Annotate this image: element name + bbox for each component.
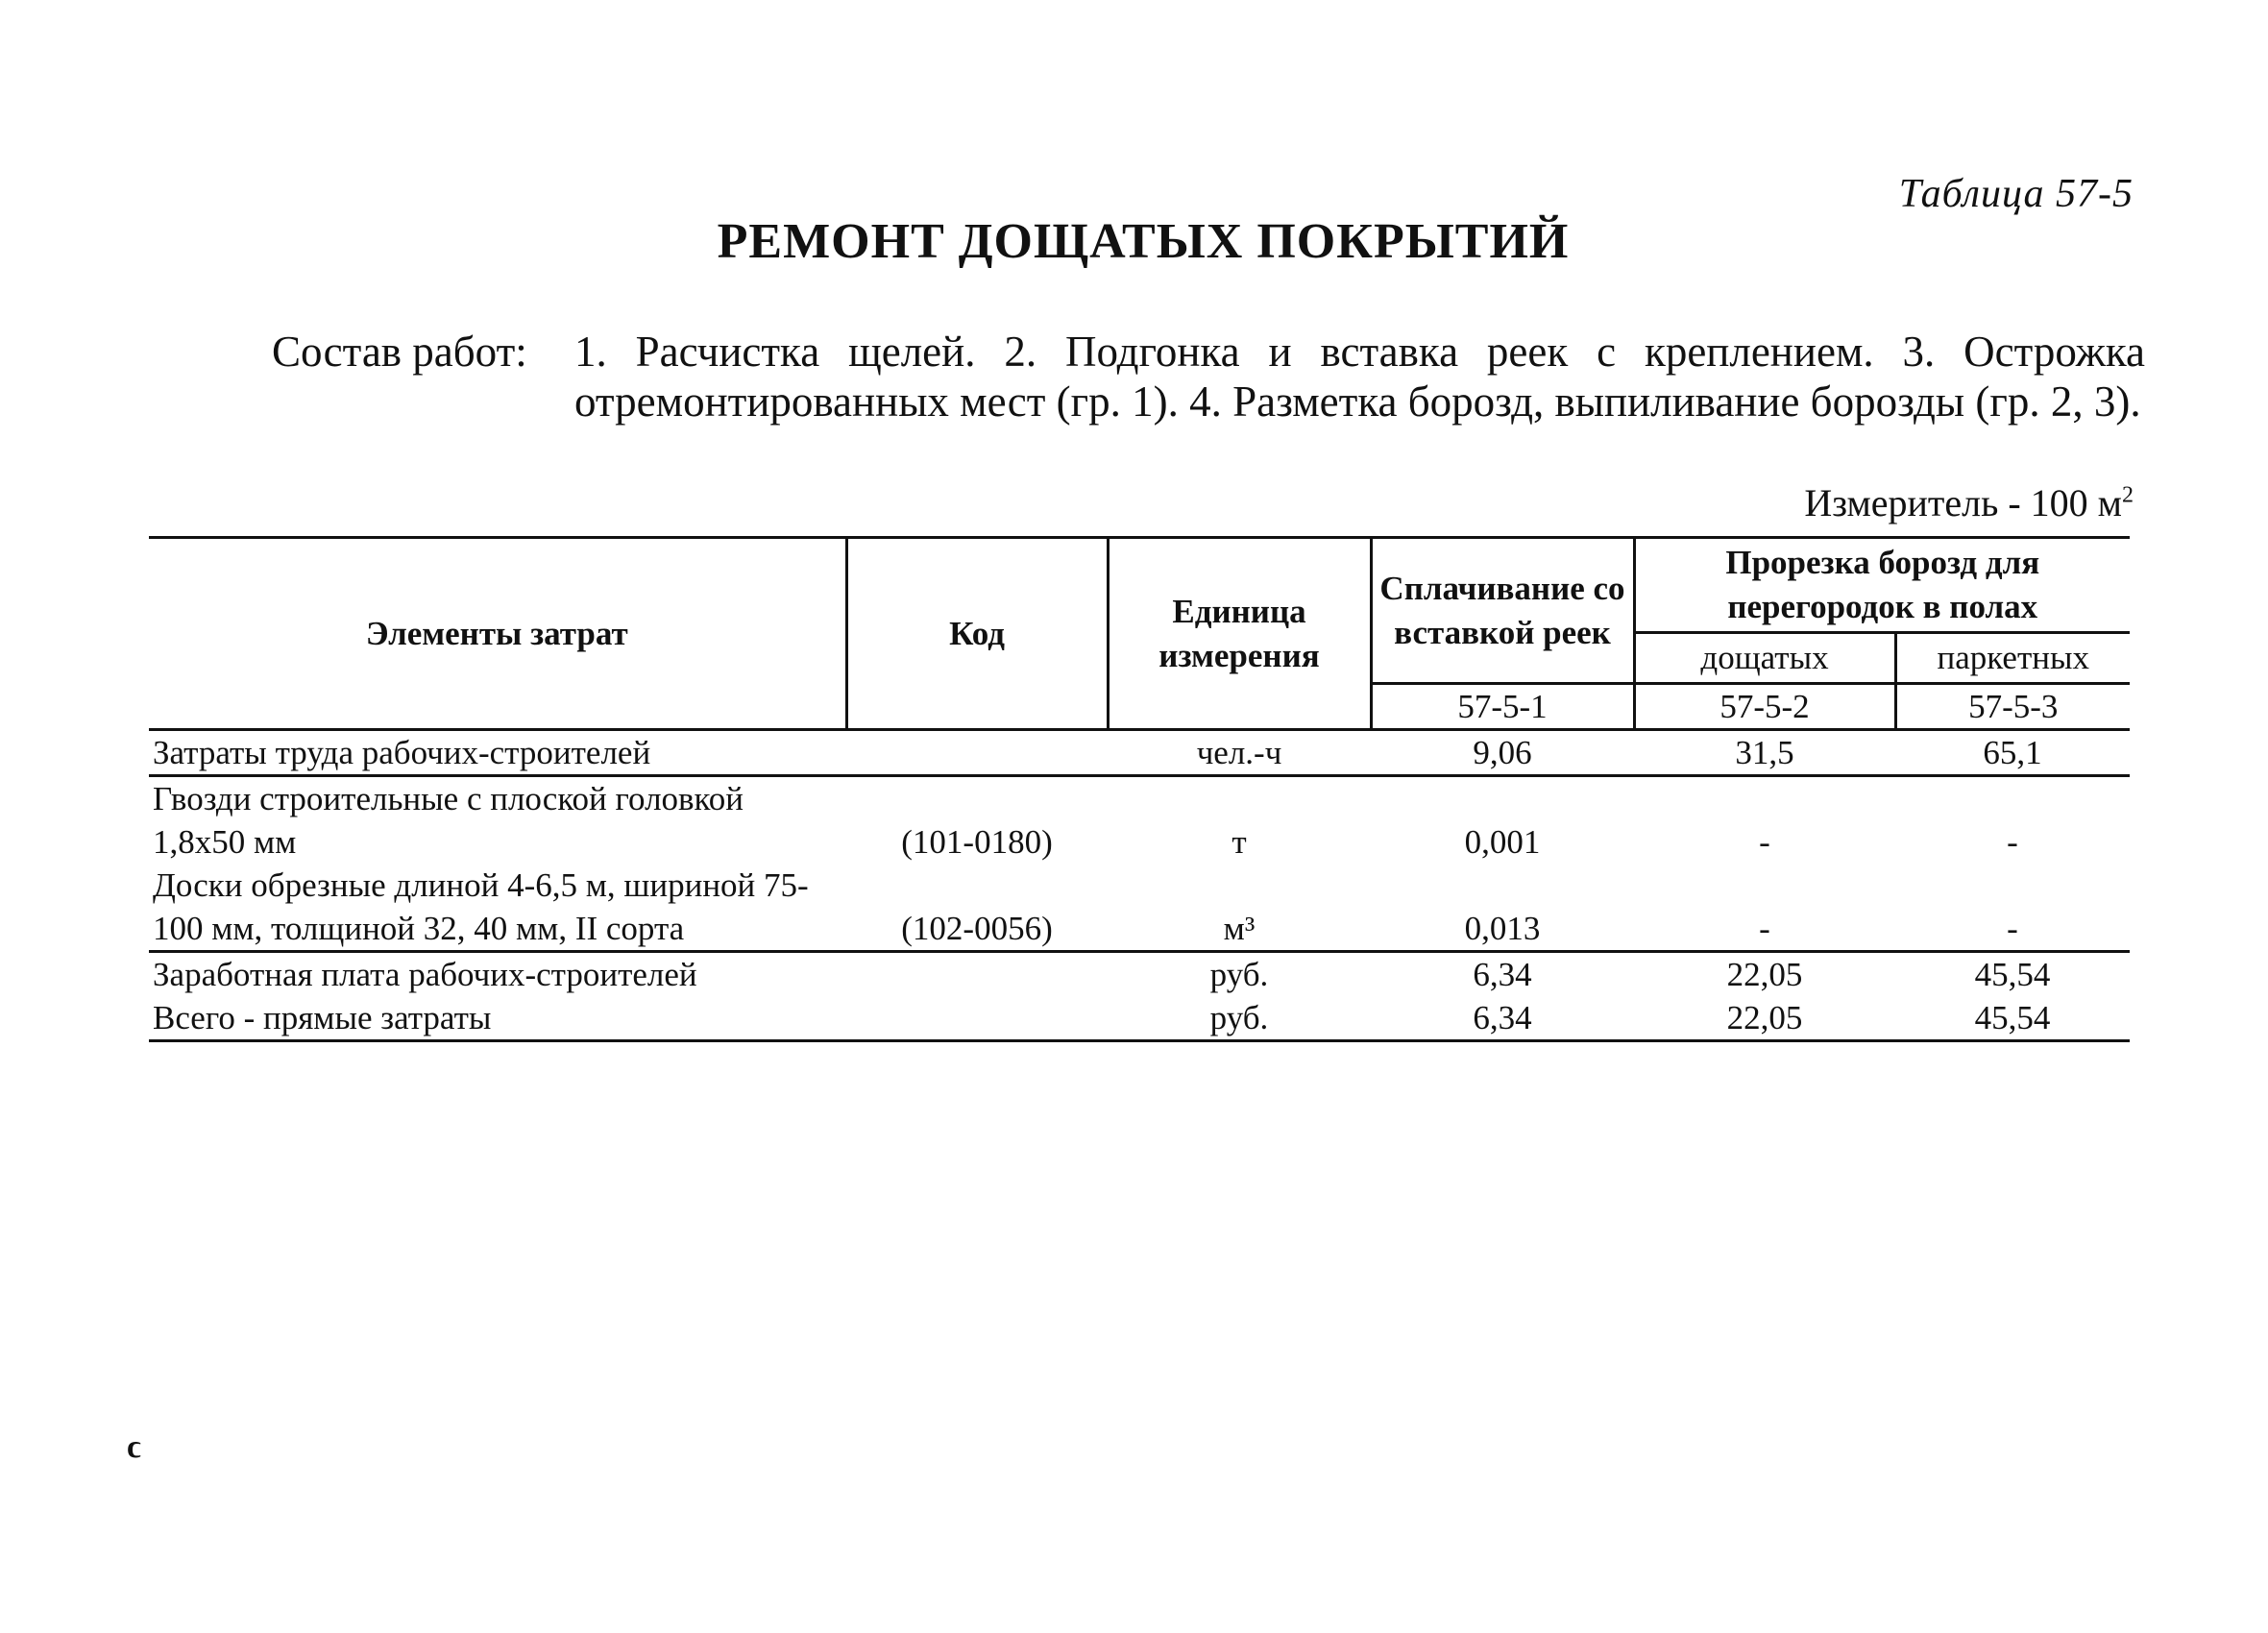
row-value-3: 45,54 xyxy=(1974,956,2051,993)
row-element: Всего - прямые затраты xyxy=(149,996,846,1041)
row-value-1: 9,06 xyxy=(1371,730,1634,776)
row-value-3: - xyxy=(2007,823,2018,861)
header-elements: Элементы затрат xyxy=(149,538,846,730)
row-value-2: 31,5 xyxy=(1634,730,1895,776)
row-element: Гвозди строительные с плоской головкой 1,8х50 мм xyxy=(153,780,744,861)
header-code2: 57-5-2 xyxy=(1634,684,1895,730)
row-code: (101-0180) xyxy=(901,823,1053,861)
header-col1: Сплачивание со вставкой реек xyxy=(1371,538,1634,684)
row-value-2: - xyxy=(1634,864,1895,952)
table-number: Таблица 57-5 xyxy=(1898,172,2134,216)
row-value-1: 6,34 xyxy=(1473,956,1532,993)
row-value-2: - xyxy=(1759,823,1770,861)
row-value-3: 45,54 xyxy=(1895,996,2130,1041)
row-element: Заработная плата рабочих-строителей xyxy=(153,956,697,993)
row-value-2: 22,05 xyxy=(1726,956,1803,993)
cost-table xyxy=(149,536,2130,1042)
document-title: РЕМОНТ ДОЩАТЫХ ПОКРЫТИЙ xyxy=(717,214,1570,269)
work-scope-label: Состав работ: xyxy=(272,328,527,376)
unit-label-superscript: 2 xyxy=(2122,482,2134,508)
work-scope xyxy=(272,327,2145,427)
table-row xyxy=(149,776,2130,865)
header-unit: Единица измерения xyxy=(1108,538,1371,730)
row-unit: м³ xyxy=(1108,864,1371,952)
row-value-1: 0,001 xyxy=(1464,823,1541,861)
row-unit: чел.-ч xyxy=(1108,730,1371,776)
header-grooves: Прорезка борозд для перегородок в полах xyxy=(1634,538,2130,633)
row-code: (102-0056) xyxy=(846,864,1108,952)
table-row xyxy=(149,996,2130,1041)
row-value-3: - xyxy=(1895,864,2130,952)
header-code: Код xyxy=(846,538,1108,730)
header-col2: дощатых xyxy=(1634,633,1895,684)
page-mark: ϲ xyxy=(127,1429,142,1465)
header-code3: 57-5-3 xyxy=(1895,684,2130,730)
row-element: Затраты труда рабочих-строителей xyxy=(149,730,846,776)
table-row xyxy=(149,730,2130,776)
unit-label xyxy=(1804,480,2134,525)
row-value-1: 0,013 xyxy=(1371,864,1634,952)
table-row xyxy=(149,952,2130,997)
row-unit: руб. xyxy=(1209,956,1269,993)
header-code1: 57-5-1 xyxy=(1371,684,1634,730)
unit-label-text: Измеритель - 100 м xyxy=(1804,481,2122,524)
row-value-1: 6,34 xyxy=(1371,996,1634,1041)
header-col3: паркетных xyxy=(1895,633,2130,684)
row-value-3: 65,1 xyxy=(1895,730,2130,776)
row-unit: т xyxy=(1232,823,1247,861)
row-element: Доски обрезные длиной 4-6,5 м, шириной 75-100 мм, толщиной 32, 40 мм, II сорта xyxy=(149,864,846,952)
work-scope-text: 1. Расчистка щелей. 2. Подгонка и вставка реек с креплением. 3. Острожка отремонтированных мест (гр. 1). 4. Разметка борозд, выпиливание борозды (гр. 2, 3). xyxy=(574,328,2145,426)
row-code xyxy=(846,730,1108,776)
row-value-2: 22,05 xyxy=(1634,996,1895,1041)
table-row xyxy=(149,864,2130,952)
row-unit: руб. xyxy=(1108,996,1371,1041)
row-code xyxy=(846,952,1108,997)
row-code xyxy=(846,996,1108,1041)
